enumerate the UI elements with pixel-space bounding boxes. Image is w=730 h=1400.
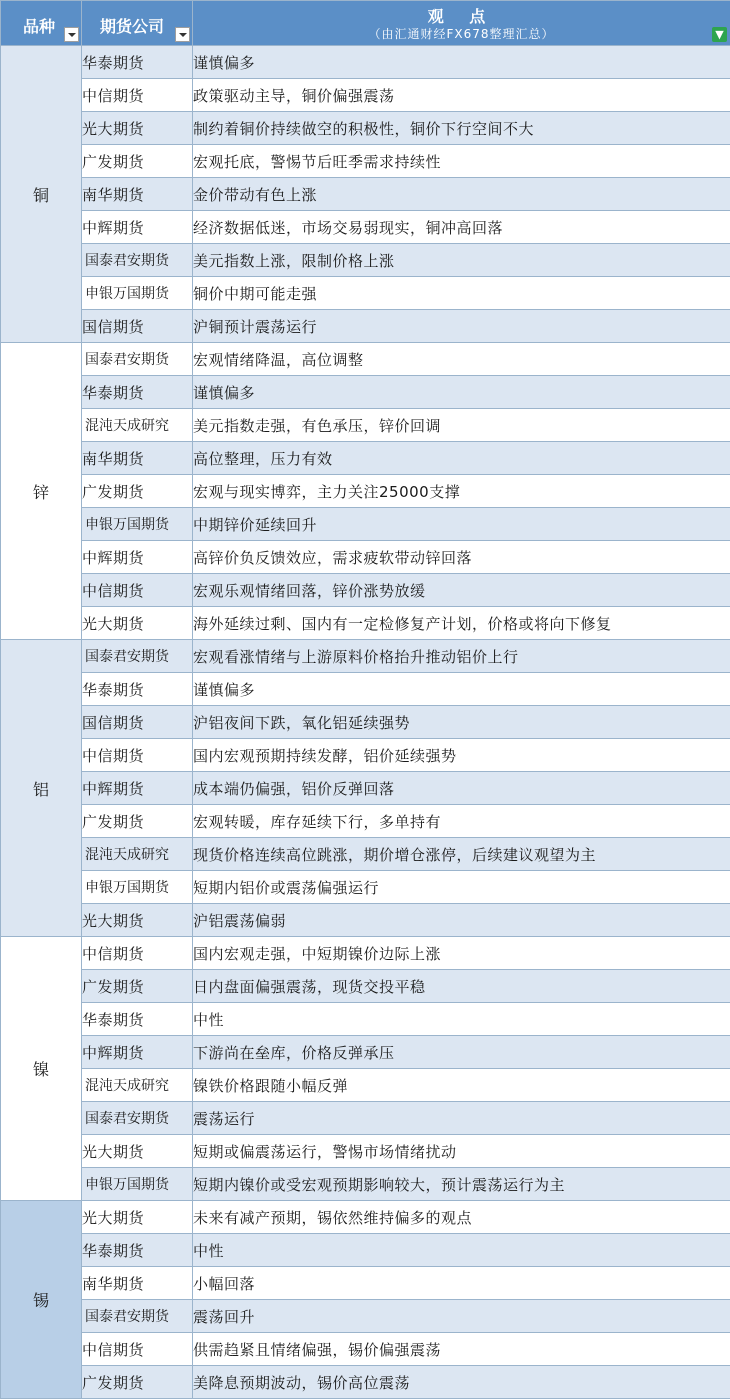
view-cell[interactable]: 谨慎偏多 [193,46,730,79]
header-variety-label: 品种 [23,17,56,36]
table-row [1,1267,730,1300]
table-row [1,211,730,244]
view-cell[interactable]: 供需趋紧且情绪偏强，锡价偏强震荡 [193,1333,730,1366]
view-cell[interactable]: 宏观情绪降温，高位调整 [193,343,730,376]
view-cell[interactable]: 短期或偏震荡运行，警惕市场情绪扰动 [193,1135,730,1168]
header-view [193,1,730,46]
company-cell[interactable]: 广发期货 [82,475,193,508]
view-cell[interactable]: 中性 [193,1003,730,1036]
company-cell[interactable]: 广发期货 [82,805,193,838]
table-row [1,409,730,442]
company-cell[interactable]: 华泰期货 [82,1003,193,1036]
header-variety [1,1,82,46]
header-row [1,1,730,46]
company-cell[interactable]: 光大期货 [82,1135,193,1168]
table-row [1,1201,730,1234]
company-cell[interactable]: 国泰君安期货 [82,343,193,376]
company-cell[interactable]: 申银万国期货 [82,508,193,541]
table-row [1,310,730,343]
table-row [1,739,730,772]
view-cell[interactable]: 国内宏观预期持续发酵，铝价延续强势 [193,739,730,772]
company-cell[interactable]: 华泰期货 [82,1234,193,1267]
table-row [1,1300,730,1333]
table-row [1,244,730,277]
view-cell[interactable]: 谨慎偏多 [193,376,730,409]
company-cell[interactable]: 中辉期货 [82,772,193,805]
company-cell[interactable]: 中辉期货 [82,1036,193,1069]
view-cell[interactable]: 下游尚在垒库，价格反弹承压 [193,1036,730,1069]
table-row [1,937,730,970]
view-cell[interactable]: 日内盘面偏强震荡，现货交投平稳 [193,970,730,1003]
table-row [1,607,730,640]
table-row [1,805,730,838]
view-cell[interactable]: 谨慎偏多 [193,673,730,706]
view-cell[interactable]: 美元指数走强，有色承压，锌价回调 [193,409,730,442]
table-row [1,1069,730,1102]
table-row [1,1366,730,1399]
table-row [1,277,730,310]
view-cell[interactable]: 宏观转暖，库存延续下行，多单持有 [193,805,730,838]
company-cell[interactable]: 华泰期货 [82,46,193,79]
company-filter-dropdown-icon[interactable] [175,27,190,42]
view-cell[interactable]: 成本端仍偏强，铝价反弹回落 [193,772,730,805]
view-cell[interactable]: 未来有减产预期，锡依然维持偏多的观点 [193,1201,730,1234]
table-row [1,1333,730,1366]
table-body [1,46,730,1399]
table-row [1,1003,730,1036]
company-cell[interactable]: 广发期货 [82,145,193,178]
view-cell[interactable]: 沪铝震荡偏弱 [193,904,730,937]
company-cell[interactable]: 广发期货 [82,970,193,1003]
company-cell[interactable]: 国泰君安期货 [82,640,193,673]
company-cell[interactable]: 国信期货 [82,310,193,343]
company-cell[interactable]: 国泰君安期货 [82,244,193,277]
view-cell[interactable]: 中性 [193,1234,730,1267]
table-row [1,145,730,178]
table-row [1,640,730,673]
company-cell[interactable]: 光大期货 [82,904,193,937]
company-cell[interactable]: 中信期货 [82,937,193,970]
company-cell[interactable]: 中辉期货 [82,541,193,574]
view-cell[interactable]: 短期内铝价或震荡偏强运行 [193,871,730,904]
table-row [1,838,730,871]
table-row [1,871,730,904]
table-row [1,442,730,475]
company-cell[interactable]: 中信期货 [82,1333,193,1366]
table-row [1,46,730,79]
company-cell[interactable]: 南华期货 [82,442,193,475]
view-cell[interactable]: 小幅回落 [193,1267,730,1300]
view-cell[interactable]: 高锌价负反馈效应，需求疲软带动锌回落 [193,541,730,574]
variety-cell[interactable]: 铝 [1,640,82,937]
table-row [1,1102,730,1135]
view-cell[interactable]: 经济数据低迷，市场交易弱现实，铜冲高回落 [193,211,730,244]
header-company-label: 期货公司 [100,17,165,36]
table-row [1,772,730,805]
company-cell[interactable]: 中信期货 [82,739,193,772]
company-cell[interactable]: 国信期货 [82,706,193,739]
table-row [1,574,730,607]
table-row [1,508,730,541]
table-row [1,1135,730,1168]
header-company [82,1,193,46]
table-row [1,970,730,1003]
table-row [1,904,730,937]
view-cell[interactable]: 中期锌价延续回升 [193,508,730,541]
company-cell[interactable]: 光大期货 [82,112,193,145]
company-cell[interactable]: 混沌天成研究 [82,838,193,871]
company-cell[interactable]: 中信期货 [82,574,193,607]
table-row [1,706,730,739]
view-cell[interactable]: 国内宏观走强，中短期镍价边际上涨 [193,937,730,970]
view-cell[interactable]: 美元指数上涨，限制价格上涨 [193,244,730,277]
table-row [1,1168,730,1201]
company-cell[interactable]: 中辉期货 [82,211,193,244]
view-cell[interactable]: 镍铁价格跟随小幅反弹 [193,1069,730,1102]
view-cell[interactable]: 铜价中期可能走强 [193,277,730,310]
table-row [1,178,730,211]
view-cell[interactable]: 沪铝夜间下跌，氧化铝延续强势 [193,706,730,739]
table-row [1,1036,730,1069]
header-view-title: 观 点 [427,6,496,26]
variety-cell[interactable]: 锡 [1,1201,82,1399]
table-row [1,112,730,145]
view-cell[interactable]: 政策驱动主导，铜价偏强震荡 [193,79,730,112]
variety-cell[interactable]: 镍 [1,937,82,1201]
table-row [1,475,730,508]
view-cell[interactable]: 短期内镍价或受宏观预期影响较大，预计震荡运行为主 [193,1168,730,1201]
variety-cell[interactable]: 铜 [1,46,82,343]
view-cell[interactable]: 现货价格连续高位跳涨，期价增仓涨停，后续建议观望为主 [193,838,730,871]
variety-cell[interactable]: 锌 [1,343,82,640]
company-cell[interactable]: 南华期货 [82,178,193,211]
company-cell[interactable]: 混沌天成研究 [82,1069,193,1102]
company-cell[interactable]: 光大期货 [82,1201,193,1234]
view-cell[interactable]: 高位整理，压力有效 [193,442,730,475]
view-cell[interactable]: 金价带动有色上涨 [193,178,730,211]
table-row [1,376,730,409]
company-cell[interactable]: 中信期货 [82,79,193,112]
company-cell[interactable]: 广发期货 [82,1366,193,1399]
company-cell[interactable]: 申银万国期货 [82,1168,193,1201]
view-cell[interactable]: 震荡回升 [193,1300,730,1333]
variety-filter-dropdown-icon[interactable] [64,27,79,42]
company-cell[interactable]: 国泰君安期货 [82,1300,193,1333]
company-cell[interactable]: 国泰君安期货 [82,1102,193,1135]
company-cell[interactable]: 华泰期货 [82,673,193,706]
table-row [1,79,730,112]
view-cell[interactable]: 宏观与现实博弈，主力关注25000支撑 [193,475,730,508]
view-cell[interactable]: 震荡运行 [193,1102,730,1135]
view-cell[interactable]: 美降息预期波动，锡价高位震荡 [193,1366,730,1399]
company-cell[interactable]: 华泰期货 [82,376,193,409]
company-cell[interactable]: 混沌天成研究 [82,409,193,442]
active-filter-funnel-icon[interactable]: ▼ [712,27,727,42]
table-row [1,541,730,574]
view-cell[interactable]: 制约着铜价持续做空的积极性，铜价下行空间不大 [193,112,730,145]
table-row [1,343,730,376]
view-cell[interactable]: 宏观乐观情绪回落，锌价涨势放缓 [193,574,730,607]
company-cell[interactable]: 申银万国期货 [82,277,193,310]
view-cell[interactable]: 沪铜预计震荡运行 [193,310,730,343]
view-cell[interactable]: 宏观看涨情绪与上游原料价格抬升推动铝价上行 [193,640,730,673]
company-cell[interactable]: 南华期货 [82,1267,193,1300]
table-row [1,673,730,706]
header-view-subtitle: （由汇通财经FX678整理汇总） [368,26,555,41]
company-cell[interactable]: 光大期货 [82,607,193,640]
table-row [1,1234,730,1267]
view-cell[interactable]: 海外延续过剩、国内有一定检修复产计划，价格或将向下修复 [193,607,730,640]
view-cell[interactable]: 宏观托底，警惕节后旺季需求持续性 [193,145,730,178]
company-cell[interactable]: 申银万国期货 [82,871,193,904]
